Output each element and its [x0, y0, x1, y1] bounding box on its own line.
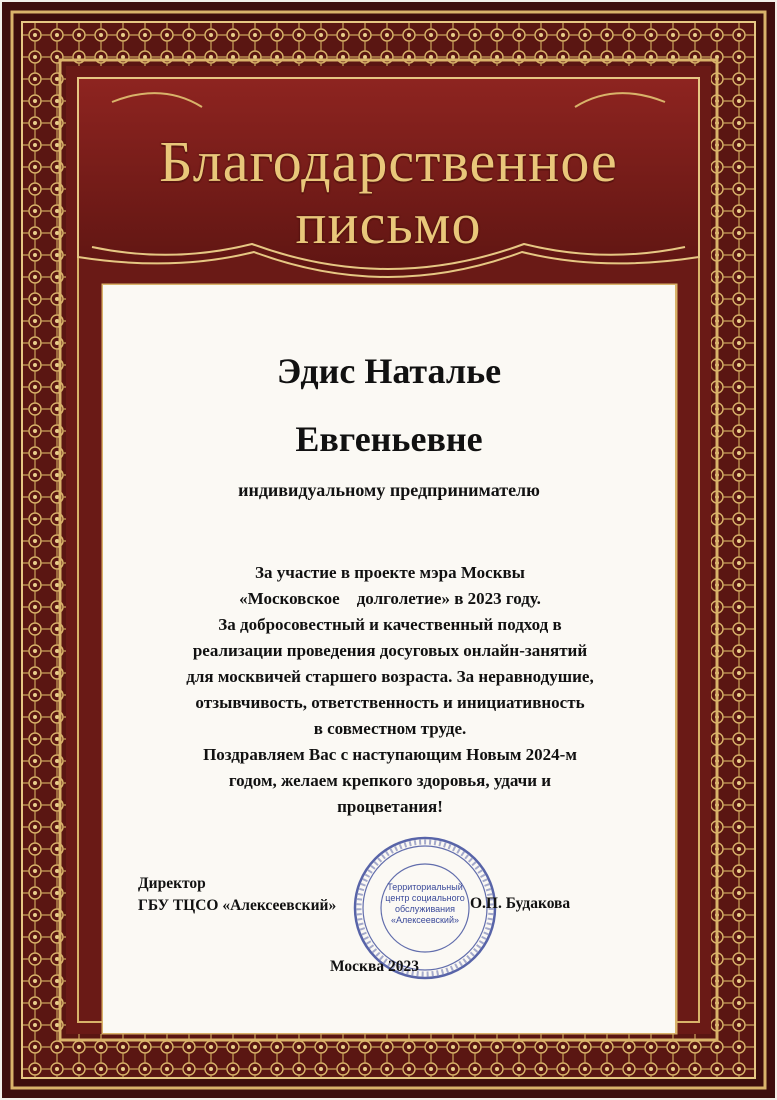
stamp-line: Территориальный [387, 882, 463, 892]
title-line-2: письмо [295, 191, 482, 256]
body-line: в совместном труде. [313, 719, 467, 738]
stamp-line: центр социального [385, 893, 465, 903]
body-line: отзывчивость, ответственность и инициативность [195, 693, 585, 712]
signer-organization: ГБУ ТЦСО «Алексеевский» [138, 897, 337, 914]
recipient-name-line-1: Эдис Наталье [276, 351, 502, 391]
body-line: процветания! [337, 797, 443, 816]
body-line: реализации проведения досуговых онлайн-занятий [192, 641, 588, 660]
body-line: Поздравляем Вас с наступающим Новым 2024-м [203, 745, 577, 764]
recipient-position: индивидуальному предпринимателю [238, 480, 540, 500]
title-line-1: Благодарственное [159, 129, 618, 194]
letter-body [120, 560, 660, 820]
body-line: За участие в проекте мэра Москвы [255, 563, 525, 582]
signature-block [138, 873, 336, 917]
stamp-line: обслуживания [394, 904, 456, 914]
signer-role: Директор [138, 875, 206, 892]
body-line: для москвичей старшего возраста. За неравнодушие, [186, 667, 594, 686]
signer-name: О.П. Будакова [470, 895, 571, 912]
city-year: Москва 2023 [330, 958, 419, 975]
body-line: «Московское долголетие» в 2023 году. [239, 589, 541, 608]
body-line: годом, желаем крепкого здоровья, удачи и [228, 771, 552, 790]
stamp-text [384, 882, 466, 926]
body-line: За добросовестный и качественный подход в [218, 615, 562, 634]
recipient-name-line-2: Евгеньевне [295, 419, 483, 459]
stamp-line: «Алексеевский» [391, 915, 459, 925]
